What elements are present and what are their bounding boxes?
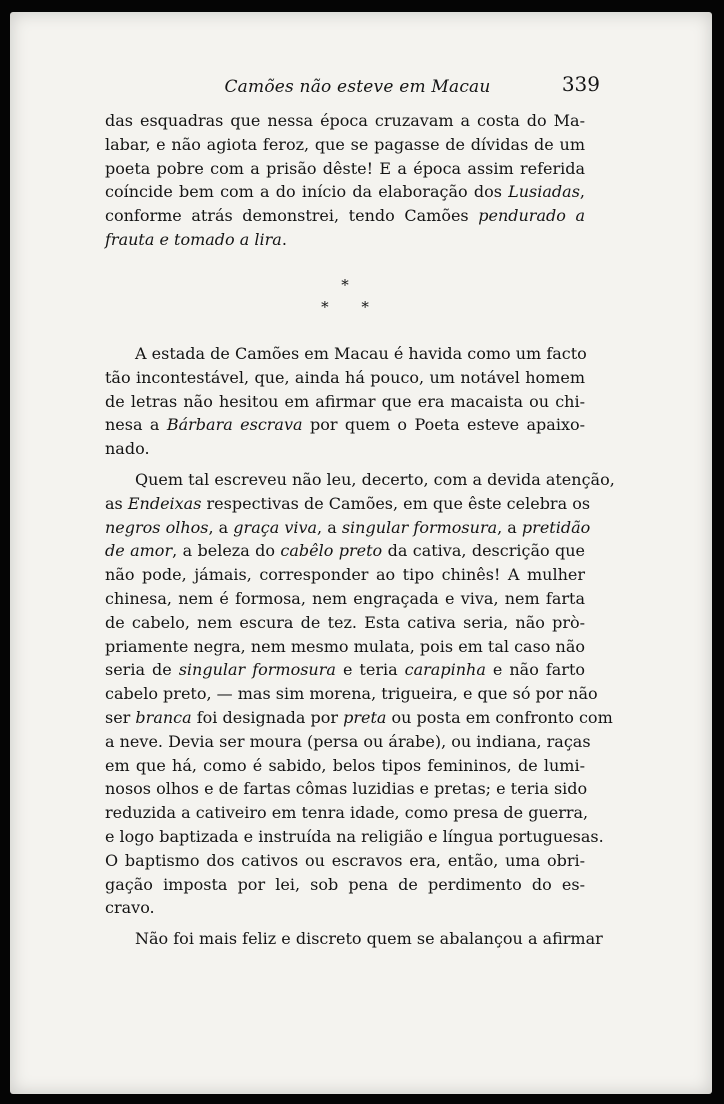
text-line: nesa a Bárbara escrava por quem o Poeta esteve apaixo- xyxy=(105,415,586,435)
paragraph xyxy=(105,468,615,920)
text-line: conforme atrás demonstrei, tendo Camões pendurado a xyxy=(105,206,585,226)
separator-stars-bottom: * * xyxy=(321,298,383,316)
text-line: cravo. xyxy=(105,898,155,918)
text-line: coíncide bem com a do início da elaboração dos Lusiadas, xyxy=(105,182,585,202)
text-line: negros olhos, a graça viva, a singular formosura, a pretidão xyxy=(105,517,591,537)
text-line: das esquadras que nessa época cruzavam a costa do Ma- xyxy=(105,111,585,130)
book-page xyxy=(10,12,712,1094)
text-line: Quem tal escreveu não leu, decerto, com a devida atenção, xyxy=(135,469,615,489)
paragraph xyxy=(105,342,585,461)
page-number: 339 xyxy=(561,72,600,96)
text-line: as Endeixas respectivas de Camões, em que êste celebra os xyxy=(105,493,591,513)
text-line: não pode, jámais, corresponder ao tipo chinês! A mulher xyxy=(105,565,585,585)
text-line: A estada de Camões em Macau é havida como um facto xyxy=(135,344,587,363)
text-line: O baptismo dos cativos ou escravos era, então, uma obri- xyxy=(105,850,585,870)
text-line: nosos olhos e de fartas cômas luzidias e pretas; e teria sido xyxy=(105,779,588,799)
text-line: tão incontestável, que, ainda há pouco, um notável homem xyxy=(105,367,585,387)
running-title: Camões não esteve em Macau xyxy=(224,77,491,97)
paragraph xyxy=(105,927,603,951)
body-text xyxy=(105,342,615,951)
text-line: seria de singular formosura e teria carapinha e não farto xyxy=(105,660,586,680)
paragraph-spacing xyxy=(105,461,585,468)
page-header xyxy=(105,72,610,106)
text-line: em que há, como é sabido, belos tipos femininos, de lumi- xyxy=(105,755,585,775)
text-line: gação imposta por lei, sob pena de perdimento do es- xyxy=(105,874,585,894)
text-line: de letras não hesitou em afirmar que era macaista ou chi- xyxy=(105,391,585,411)
text-line: ser branca foi designada por preta ou posta em confronto com xyxy=(105,707,613,727)
text-line: Não foi mais feliz e discreto quem se abalançou a afirmar xyxy=(135,929,603,949)
text-line: priamente negra, nem mesmo mulata, pois em tal caso não xyxy=(105,636,585,656)
text-line: nado. xyxy=(105,439,150,459)
text-line: e logo baptizada e instruída na religião e língua portuguesas. xyxy=(105,826,604,846)
text-line: de amor, a beleza do cabêlo preto da cativa, descrição que xyxy=(105,541,586,561)
text-line: cabelo preto, — mas sim morena, trigueira, e que só por não xyxy=(105,684,598,704)
text-line: reduzida a cativeiro em tenra idade, como presa de guerra, xyxy=(105,803,589,823)
text-line: labar, e não agiota feroz, que se pagasse de dívidas de um xyxy=(105,134,585,154)
paragraph-spacing xyxy=(105,920,585,927)
text-line: a neve. Devia ser moura (persa ou árabe), ou indiana, raças xyxy=(105,731,591,751)
separator-star-top: * xyxy=(341,276,349,294)
paragraph-continuation xyxy=(105,109,585,252)
text-line: poeta pobre com a prisão dêste! E a época assim referida xyxy=(105,158,585,178)
text-line: frauta e tomado a lira. xyxy=(105,229,287,249)
text-line: de cabelo, nem escura de tez. Esta cativa seria, não prò- xyxy=(105,612,585,632)
text-line: chinesa, nem é formosa, nem engraçada e viva, nem farta xyxy=(105,588,585,608)
section-separator xyxy=(105,274,585,324)
